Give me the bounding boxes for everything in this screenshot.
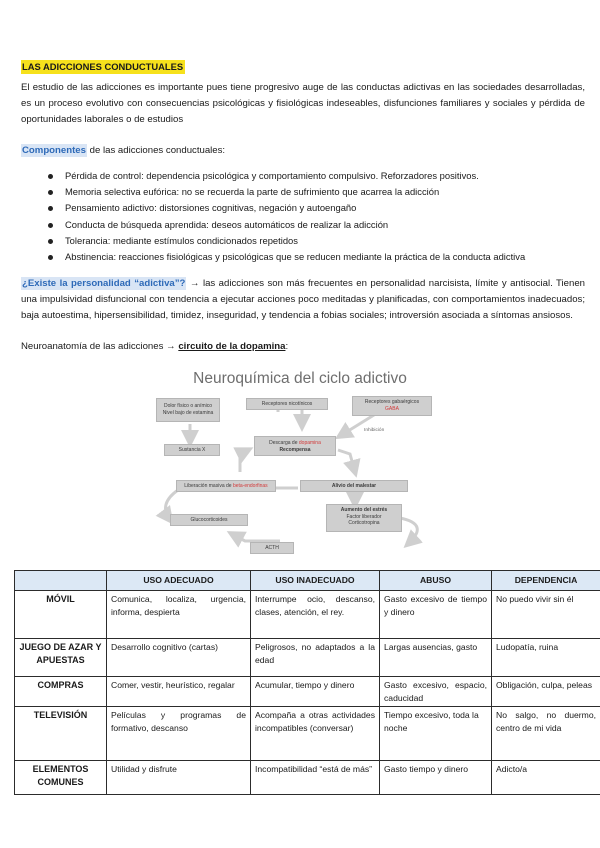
table-cell: Acumular, tiempo y dinero bbox=[251, 677, 380, 707]
diagram-arrows bbox=[150, 364, 450, 564]
table-header-cell: ABUSO bbox=[380, 571, 492, 591]
list-item-text: Abstinencia: reacciones fisiológicas y psicológicas que se reducen mediante la práctica de la conducta adictiva bbox=[65, 251, 526, 263]
box-stress-line2: Factor liberador bbox=[346, 513, 382, 520]
box-relief-text: Alivio del malestar bbox=[331, 483, 377, 489]
box-endorphins bbox=[176, 480, 276, 492]
table-cell: Obligación, culpa, peleas bbox=[492, 677, 600, 707]
table-cell: No puedo vivir sin él bbox=[492, 591, 600, 639]
components-heading-rest: de las adicciones conductuales: bbox=[86, 145, 226, 156]
bullet-icon bbox=[48, 190, 53, 195]
components-highlight: Componentes bbox=[22, 145, 86, 156]
box-glucocorticoids-text: Glucocorticoides bbox=[190, 517, 228, 523]
box-stress-line1: Aumento del estrés bbox=[340, 507, 388, 513]
list-item-text: Conducta de búsqueda aprendida: deseos automáticos de realizar la adicción bbox=[65, 218, 389, 230]
box-dopamine bbox=[254, 436, 336, 456]
box-acth bbox=[250, 542, 294, 554]
box-gaba bbox=[352, 396, 432, 416]
dopamine-circuit-link: circuito de la dopamina bbox=[178, 341, 286, 352]
diagram-title: Neuroquímica del ciclo adictivo bbox=[193, 370, 407, 387]
bullet-icon bbox=[48, 239, 53, 244]
list-item bbox=[48, 217, 525, 233]
table-cell: Películas y programas de formativo, descanso bbox=[107, 707, 251, 761]
table-cell: Ludopatía, ruina bbox=[492, 639, 600, 677]
document-title: LAS ADICCIONES CONDUCTUALES bbox=[22, 61, 184, 72]
box-gaba-line1: Receptores gabaérgicos bbox=[364, 399, 420, 405]
table-cell: Gasto excesivo de tiempo y dinero bbox=[380, 591, 492, 639]
table-row bbox=[15, 707, 600, 761]
table-header-row bbox=[15, 571, 600, 591]
list-item-text: Pérdida de control: dependencia psicológica y comportamiento compulsivo. Reforzadores positivos. bbox=[65, 170, 479, 181]
box-acth-text: ACTH bbox=[265, 545, 279, 551]
row-label: ELEMENTOS COMUNES bbox=[15, 761, 107, 795]
box-nicotinic-text: Receptores nicotínicos bbox=[261, 401, 313, 407]
box-substance bbox=[164, 444, 220, 456]
row-label: COMPRAS bbox=[15, 677, 107, 707]
row-label: MÓVIL bbox=[15, 591, 107, 639]
table-cell: Incompatibilidad “está de más” bbox=[251, 761, 380, 795]
box-pain-line1: Dolor físico o anímico bbox=[163, 403, 213, 409]
inhibition-label: Inhibición bbox=[364, 428, 385, 433]
table-cell: Adicto/a bbox=[492, 761, 600, 795]
table-cell: Largas ausencias, gasto bbox=[380, 639, 492, 677]
row-label: JUEGO DE AZAR Y APUESTAS bbox=[15, 639, 107, 677]
list-item bbox=[48, 200, 525, 216]
box-stress bbox=[326, 504, 402, 532]
personality-highlight: ¿Existe la personalidad “adictiva”? bbox=[22, 278, 186, 289]
bullet-icon bbox=[48, 174, 53, 179]
table-header-cell bbox=[15, 571, 107, 591]
table-cell: Acompaña a otras actividades incompatibles (conversar) bbox=[251, 707, 380, 761]
list-item bbox=[48, 233, 525, 249]
table-header-cell: USO ADECUADO bbox=[107, 571, 251, 591]
personality-text: → las adicciones son más frecuentes en personalidad narcisista, límite y antisocial. Tienen una impulsividad disfuncional con tendencia a ejecutar acciones poco meditadas y planificadas, con comportamientos inadecuados; baja autoestima, hipersensibilidad, timidez, inseguridad, y tendencia a fobias sociales; introversión asociada a síntomas ansiosos. bbox=[21, 278, 586, 321]
table-cell: Peligrosos, no adaptados a la edad bbox=[251, 639, 380, 677]
box-nicotinic bbox=[246, 398, 328, 410]
list-item-text: Pensamiento adictivo: distorsiones cognitivas, negación y autoengaño bbox=[65, 202, 357, 214]
list-item-text: Tolerancia: mediante estímulos condicionados repetidos bbox=[65, 234, 298, 246]
table-cell: Gasto tiempo y dinero bbox=[380, 761, 492, 795]
table-cell: No salgo, no duermo, centro de mi vida bbox=[492, 707, 600, 761]
box-substance-text: Sustancia X bbox=[178, 447, 206, 453]
list-item-text: Memoria selectiva eufórica: no se recuerda la parte de sufrimiento que acarrea la adicción bbox=[65, 186, 440, 198]
table-cell: Tiempo excesivo, toda la noche bbox=[380, 707, 492, 761]
table-cell: Interrumpe ocio, descanso, clases, atención, el rey. bbox=[251, 591, 380, 639]
bullet-icon bbox=[48, 255, 53, 260]
row-label: TELEVISIÓN bbox=[15, 707, 107, 761]
table-row bbox=[15, 761, 600, 795]
list-item bbox=[48, 184, 525, 200]
table-cell: Comunica, localiza, urgencia, informa, despierta bbox=[107, 591, 251, 639]
table-row bbox=[15, 591, 600, 639]
table-cell: Gasto excesivo, espacio, caducidad bbox=[380, 677, 492, 707]
neuroanatomy-prefix: Neuroanatomía de las adicciones → bbox=[21, 341, 179, 352]
box-endorphins-text: Liberación masiva de bbox=[184, 483, 233, 489]
bullet-icon bbox=[48, 206, 53, 211]
table-header-cell: DEPENDENCIA bbox=[492, 571, 600, 591]
table-header-cell: USO INADECUADO bbox=[251, 571, 380, 591]
components-list bbox=[48, 168, 525, 265]
neuroanatomy-line bbox=[21, 341, 288, 353]
box-endorphins-highlight: beta-endorfinas bbox=[232, 483, 268, 489]
box-relief bbox=[300, 480, 408, 492]
box-endorphins-line bbox=[177, 483, 275, 490]
box-gaba-line2: GABA bbox=[385, 405, 399, 412]
table-row bbox=[15, 639, 600, 677]
bullet-icon bbox=[48, 223, 53, 228]
box-stress-line3: Corticotropina bbox=[348, 520, 380, 526]
usage-table bbox=[14, 570, 600, 795]
addictive-cycle-diagram bbox=[150, 364, 450, 564]
list-item bbox=[48, 249, 525, 265]
box-pain bbox=[156, 398, 220, 422]
table-cell: Desarrollo cognitivo (cartas) bbox=[107, 639, 251, 677]
neuroanatomy-suffix: : bbox=[285, 341, 289, 352]
personality-paragraph bbox=[21, 276, 585, 324]
box-dopamine-line2: Recompensa bbox=[279, 446, 311, 453]
box-dopamine-highlight: dopamina bbox=[298, 440, 321, 446]
box-dopamine-text: Descarga de bbox=[269, 440, 299, 446]
box-glucocorticoids bbox=[170, 514, 248, 526]
table-cell: Comer, vestir, heurístico, regalar bbox=[107, 677, 251, 707]
box-pain-line2: Nivel bajo de estamina bbox=[162, 409, 214, 416]
table-row bbox=[15, 677, 600, 707]
components-heading bbox=[21, 145, 225, 157]
intro-paragraph: El estudio de las adicciones es importante pues tiene progresivo auge de las conductas adictivas en las sociedades desarrolladas, es un proceso evolutivo con consecuencias psicológicas y fisiológicas indeseables, disfunciones familiares y sociales y pérdida de oportunidades laborales o de estudios bbox=[21, 82, 585, 125]
table-cell: Utilidad y disfrute bbox=[107, 761, 251, 795]
list-item bbox=[48, 168, 525, 184]
